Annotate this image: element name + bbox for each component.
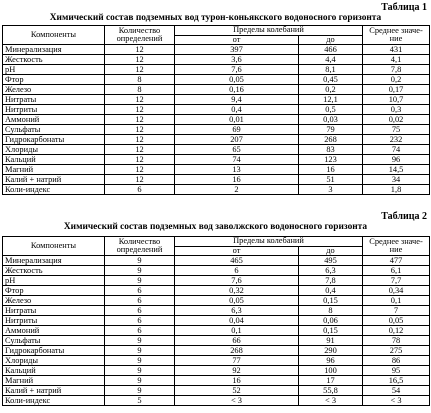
count-cell: 9 [105,276,175,286]
to-cell: 268 [299,135,363,145]
table2-header-component: Компоненты [3,237,105,256]
from-cell: 16 [175,376,299,386]
component-cell: Железо [3,85,105,95]
mean-cell: 86 [363,356,430,366]
count-cell: 6 [105,185,175,195]
table-row [3,386,430,396]
mean-cell: 232 [363,135,430,145]
table1-header-mean: Среднее значе-ние [363,26,430,45]
count-cell: 6 [105,296,175,306]
mean-cell: 6,1 [363,266,430,276]
count-cell: 8 [105,85,175,95]
from-cell: 65 [175,145,299,155]
table-row [3,306,430,316]
table2-title: Химический состав подземных вод заволжского водоносного горизонта [63,222,368,232]
mean-cell: 54 [363,386,430,396]
from-cell: 268 [175,346,299,356]
component-cell: Кальций [3,366,105,376]
component-cell: Хлориды [3,145,105,155]
table-row [3,366,430,376]
from-cell: 0,1 [175,326,299,336]
component-cell: Калий + натрий [3,386,105,396]
component-cell: Магний [3,376,105,386]
table-row [3,336,430,346]
table-row [3,185,430,195]
table1-number: Таблица 1 [381,2,427,13]
from-cell: 207 [175,135,299,145]
from-cell: 0,05 [175,75,299,85]
count-cell: 12 [105,55,175,65]
component-cell: Жесткость [3,55,105,65]
table-row [3,326,430,336]
table-row [3,55,430,65]
mean-cell: 74 [363,145,430,155]
component-cell: Коли-индекс [3,396,105,406]
table-row [3,286,430,296]
table-row [3,135,430,145]
component-cell: Минерализация [3,256,105,266]
table1-header-from: от [175,35,299,45]
from-cell: 92 [175,366,299,376]
component-cell: Нитриты [3,316,105,326]
table2-header-to: до [299,246,363,256]
to-cell: 79 [299,125,363,135]
count-cell: 12 [105,165,175,175]
table-row [3,396,430,406]
component-cell: Калий + натрий [3,175,105,185]
table2-header-mean: Среднее значе-ние [363,237,430,256]
to-cell: 91 [299,336,363,346]
component-cell: Нитраты [3,306,105,316]
table2-header-limits: Пределы колебаний [175,237,363,247]
mean-cell: 0,3 [363,105,430,115]
mean-cell: 95 [363,366,430,376]
table-row [3,356,430,366]
component-cell: Гидрокарбонаты [3,135,105,145]
from-cell: 0,16 [175,85,299,95]
from-cell: 7,6 [175,65,299,75]
count-cell: 6 [105,286,175,296]
table-row [3,105,430,115]
mean-cell: 0,02 [363,115,430,125]
to-cell: 3 [299,185,363,195]
mean-cell: 0,05 [363,316,430,326]
to-cell: < 3 [299,396,363,406]
to-cell: 6,3 [299,266,363,276]
table1-title: Химический состав подземных вод турон-коньякского водоносного горизонта [49,13,382,23]
count-cell: 9 [105,386,175,396]
mean-cell: 0,1 [363,296,430,306]
table-row [3,45,430,55]
to-cell: 16 [299,165,363,175]
mean-cell: < 3 [363,396,430,406]
count-cell: 9 [105,356,175,366]
table-row [3,145,430,155]
table-row [3,175,430,185]
count-cell: 6 [105,306,175,316]
count-cell: 5 [105,396,175,406]
from-cell: 6 [175,266,299,276]
table1 [2,25,430,195]
mean-cell: 34 [363,175,430,185]
table-row [3,115,430,125]
from-cell: 9,4 [175,95,299,105]
table-row [3,376,430,386]
mean-cell: 10,7 [363,95,430,105]
mean-cell: 431 [363,45,430,55]
count-cell: 9 [105,266,175,276]
mean-cell: 78 [363,336,430,346]
mean-cell: 275 [363,346,430,356]
count-cell: 12 [105,145,175,155]
table-row [3,266,430,276]
count-cell: 9 [105,256,175,266]
component-cell: Сульфаты [3,125,105,135]
table-row [3,346,430,356]
count-cell: 12 [105,115,175,125]
table-row [3,65,430,75]
to-cell: 0,06 [299,316,363,326]
count-cell: 12 [105,95,175,105]
count-cell: 9 [105,346,175,356]
mean-cell: 0,12 [363,326,430,336]
from-cell: 16 [175,175,299,185]
component-cell: Нитраты [3,95,105,105]
count-cell: 9 [105,376,175,386]
to-cell: 8,1 [299,65,363,75]
to-cell: 495 [299,256,363,266]
count-cell: 12 [105,65,175,75]
to-cell: 290 [299,346,363,356]
count-cell: 12 [105,125,175,135]
from-cell: 77 [175,356,299,366]
count-cell: 9 [105,366,175,376]
component-cell: Аммоний [3,115,105,125]
to-cell: 466 [299,45,363,55]
component-cell: Аммоний [3,326,105,336]
mean-cell: 75 [363,125,430,135]
table2-number: Таблица 2 [381,211,427,222]
table-row [3,316,430,326]
from-cell: 397 [175,45,299,55]
from-cell: 66 [175,336,299,346]
count-cell: 12 [105,135,175,145]
component-cell: pH [3,276,105,286]
to-cell: 83 [299,145,363,155]
mean-cell: 16,5 [363,376,430,386]
table-row [3,256,430,266]
mean-cell: 4,1 [363,55,430,65]
from-cell: 0,04 [175,316,299,326]
to-cell: 0,5 [299,105,363,115]
component-cell: Железо [3,296,105,306]
from-cell: 0,05 [175,296,299,306]
to-cell: 100 [299,366,363,376]
table1-header-limits: Пределы колебаний [175,26,363,36]
from-cell: < 3 [175,396,299,406]
table-row [3,155,430,165]
from-cell: 0,32 [175,286,299,296]
component-cell: Нитриты [3,105,105,115]
to-cell: 123 [299,155,363,165]
from-cell: 465 [175,256,299,266]
table-row [3,85,430,95]
to-cell: 12,1 [299,95,363,105]
to-cell: 8 [299,306,363,316]
from-cell: 7,6 [175,276,299,286]
to-cell: 55,8 [299,386,363,396]
component-cell: Фтор [3,75,105,85]
table-row [3,95,430,105]
to-cell: 51 [299,175,363,185]
from-cell: 74 [175,155,299,165]
mean-cell: 0,2 [363,75,430,85]
component-cell: Коли-индекс [3,185,105,195]
from-cell: 69 [175,125,299,135]
table2 [2,236,430,406]
count-cell: 12 [105,45,175,55]
component-cell: Кальций [3,155,105,165]
component-cell: Гидрокарбонаты [3,346,105,356]
table1-header-count: Количество определений [105,26,175,45]
table-row [3,165,430,175]
mean-cell: 96 [363,155,430,165]
mean-cell: 7,8 [363,65,430,75]
table-row [3,296,430,306]
to-cell: 0,4 [299,286,363,296]
component-cell: Хлориды [3,356,105,366]
mean-cell: 7,7 [363,276,430,286]
count-cell: 12 [105,155,175,165]
from-cell: 0,01 [175,115,299,125]
to-cell: 7,8 [299,276,363,286]
mean-cell: 14,5 [363,165,430,175]
mean-cell: 7 [363,306,430,316]
from-cell: 3,6 [175,55,299,65]
component-cell: pH [3,65,105,75]
to-cell: 96 [299,356,363,366]
component-cell: Минерализация [3,45,105,55]
to-cell: 0,15 [299,326,363,336]
count-cell: 9 [105,336,175,346]
to-cell: 0,03 [299,115,363,125]
count-cell: 6 [105,316,175,326]
to-cell: 4,4 [299,55,363,65]
count-cell: 8 [105,75,175,85]
table1-header-to: до [299,35,363,45]
table-row [3,276,430,286]
component-cell: Фтор [3,286,105,296]
count-cell: 12 [105,105,175,115]
table2-header-from: от [175,246,299,256]
component-cell: Магний [3,165,105,175]
component-cell: Жесткость [3,266,105,276]
to-cell: 0,2 [299,85,363,95]
to-cell: 17 [299,376,363,386]
from-cell: 0,4 [175,105,299,115]
from-cell: 2 [175,185,299,195]
to-cell: 0,15 [299,296,363,306]
from-cell: 13 [175,165,299,175]
count-cell: 6 [105,326,175,336]
count-cell: 12 [105,175,175,185]
table-row [3,75,430,85]
component-cell: Сульфаты [3,336,105,346]
mean-cell: 1,8 [363,185,430,195]
from-cell: 6,3 [175,306,299,316]
table2-header-count: Количество определений [105,237,175,256]
mean-cell: 0,34 [363,286,430,296]
mean-cell: 0,17 [363,85,430,95]
to-cell: 0,45 [299,75,363,85]
table-row [3,125,430,135]
mean-cell: 477 [363,256,430,266]
table1-header-component: Компоненты [3,26,105,45]
from-cell: 52 [175,386,299,396]
